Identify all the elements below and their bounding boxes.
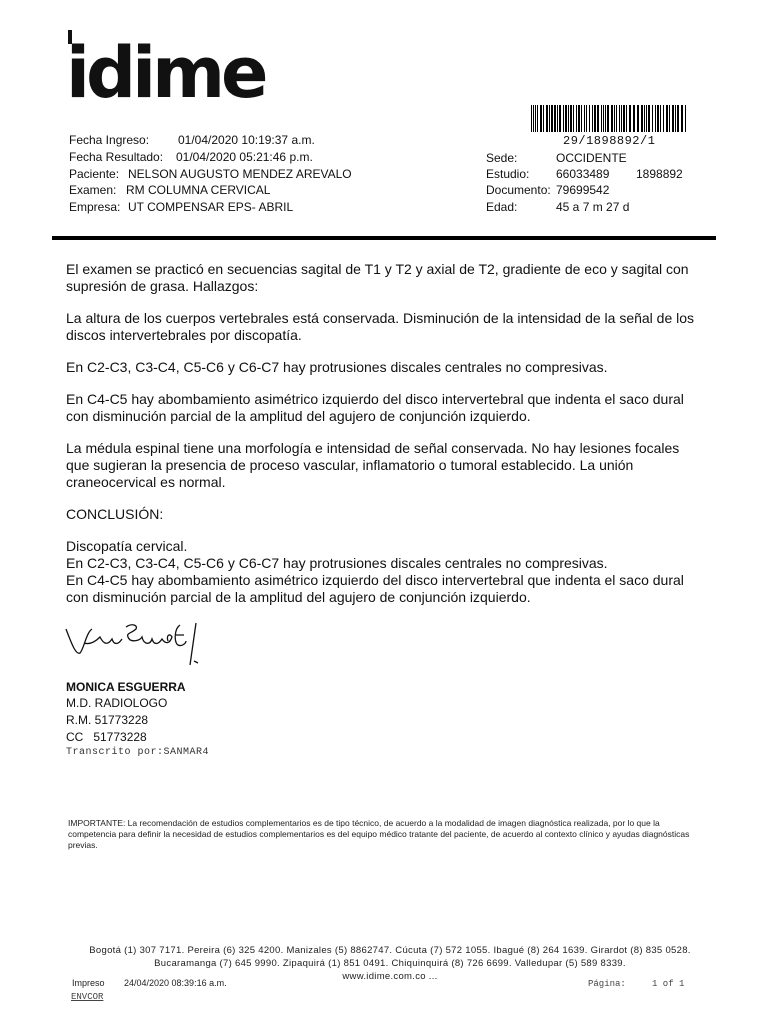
barcode-bar [565,105,567,132]
examen-label: Examen: [69,183,117,197]
barcode-bar [621,105,622,132]
barcode-bar [648,105,650,132]
barcode-bar [619,105,620,132]
transcriber: Transcrito por:SANMAR4 [66,747,210,758]
barcode-bar [672,105,674,132]
barcode-bar [573,105,574,132]
pagina-label: Página: [588,979,626,989]
barcode-bar [677,105,679,132]
impreso-value: 24/04/2020 08:39:16 a.m. [124,978,227,988]
estudio-label: Estudio: [486,167,530,181]
barcode-bar [576,105,577,132]
barcode-bar [660,105,661,132]
fecha-ingreso-label: Fecha Ingreso: [69,133,150,147]
conclusion-1: Discopatía cervical. [66,538,188,554]
edad-value: 45 a 7 m 27 d [556,200,630,214]
footer-phones-1: Bogotá (1) 307 7171. Pereira (6) 325 4200. Manizales (5) 8862747. Cúcuta (7) 572 1055. Ibagué (8) 264 1639. Girardot (8) 835 0528. [89,945,691,956]
barcode-bar [633,105,635,132]
barcode-bar [623,105,625,132]
barcode-bar [605,105,606,132]
barcode-bar [549,105,550,132]
barcode-bar [685,105,686,132]
document-code: ENVCOR [71,992,104,1002]
paciente-label: Paciente: [69,167,120,181]
conclusion-3: En C4-C5 hay abombamiento asimétrico izquierdo del disco intervertebral que indenta el saco dural con disminución parcial de la amplitud del agujero de conjunción izquierdo. [66,572,684,605]
barcode-bar [578,105,580,132]
estudio-value: 66033489 [556,167,610,181]
barcode-bar [611,105,613,132]
barcode-bar [655,105,656,132]
barcode-bar [637,105,639,132]
header-divider [52,236,716,240]
finding-vertebral: La altura de los cuerpos vertebrales está conservada. Disminución de la intensidad de la señal de los discos intervertebrales por discopatía. [66,310,695,343]
fecha-resultado-value: 01/04/2020 05:21:46 p.m. [176,150,313,164]
barcode-bar [663,105,664,132]
examen-value: RM COLUMNA CERVICAL [126,183,271,197]
conclusion-2: En C2-C3, C3-C4, C5-C6 y C6-C7 hay protrusiones discales centrales no compresivas. [66,555,608,571]
barcode-bar [666,105,668,132]
signer-rm: R.M. 51773228 [66,713,149,727]
barcode-bar [629,105,631,132]
barcode-bar [675,105,676,132]
conclusion-title: CONCLUSIÓN: [66,506,164,522]
barcode-bar [543,105,544,132]
finding-c4-c5: En C4-C5 hay abombamiento asimétrico izquierdo del disco intervertebral que indenta el saco dural con disminución parcial de la amplitud del agujero de conjunción izquierdo. [66,391,684,424]
barcode-bar [584,105,585,132]
barcode-bar [644,105,645,132]
documento-label: Documento: [486,183,551,197]
idime-logo: idime [66,32,265,114]
barcode-bar [652,105,653,132]
impreso-label: Impreso [72,978,105,988]
barcode-bar [551,105,553,132]
barcode-bar [581,105,582,132]
documento-value: 79699542 [556,183,610,197]
barcode-bar [531,105,532,132]
barcode-bar [570,105,572,132]
barcode-bar [669,105,670,132]
barcode-bar [614,105,615,132]
barcode-bar [533,105,534,132]
edad-label: Edad: [486,200,518,214]
barcode-bar [681,105,683,132]
barcode-bar [592,105,593,132]
barcode-bar [641,105,643,132]
signer-name: MONICA ESGUERRA [66,680,186,694]
barcode-bar [589,105,590,132]
report-body [66,261,706,606]
signer-title: M.D. RADIOLOGO [66,696,168,710]
barcode-icon [531,105,687,132]
footer-phones-2: Bucaramanga (7) 645 9990. Zipaquirá (1) 851 0491. Chiquinquirá (8) 726 6699. Valledupar (5) 589 8339. [154,958,626,969]
barcode-number: 29/1898892/1 [563,134,656,148]
sede-value: OCCIDENTE [556,151,627,165]
barcode-bar [603,105,604,132]
sede-label: Sede: [486,151,518,165]
barcode-bar [546,105,548,132]
empresa-label: Empresa: [69,200,121,214]
barcode-bar [626,105,627,132]
pagina-value: 1 of 1 [652,979,685,989]
barcode-bar [557,105,558,132]
barcode-bar [586,105,587,132]
fecha-resultado-label: Fecha Resultado: [69,150,164,164]
barcode-bar [607,105,609,132]
empresa-value: UT COMPENSAR EPS- ABRIL [128,200,294,214]
barcode-bar [540,105,542,132]
estudio-value-2: 1898892 [636,167,683,181]
barcode-bar [537,105,538,132]
handwritten-signature [62,615,212,671]
barcode-bar [554,105,556,132]
barcode-bar [563,105,564,132]
barcode-bar [616,105,617,132]
footer-website: www.idime.com.co ... [342,971,438,982]
barcode-bar [646,105,647,132]
barcode-bar [568,105,569,132]
signer-cc: CC 51773228 [66,730,147,744]
barcode-bar [559,105,561,132]
findings-intro: El examen se practicó en secuencias sagital de T1 y T2 y axial de T2, gradiente de eco y sagital con supresión de grasa. Hallazgos: [66,261,689,294]
barcode-bar [657,105,659,132]
paciente-value: NELSON AUGUSTO MENDEZ AREVALO [128,167,352,181]
barcode-bar [594,105,596,132]
important-note: IMPORTANTE: La recomendación de estudios complementarios es de tipo técnico, de acuerdo a la modalidad de imagen diagnóstica realizada, por lo que la competencia para definir la necesidad de estudios complementarios es del equipo médico tratante del paciente, de acuerdo al contexto clínico y ayudas diagnósticas previas. [68,818,690,850]
barcode-bar [535,105,536,132]
fecha-ingreso-value: 01/04/2020 10:19:37 a.m. [178,133,315,147]
finding-medula: La médula espinal tiene una morfología e intensidad de señal conservada. No hay lesiones focales que sugieran la presencia de proceso vascular, inflamatorio o tumoral establecido. La unión craneocervical es normal. [66,440,680,490]
finding-protrusions: En C2-C3, C3-C4, C5-C6 y C6-C7 hay protrusiones discales centrales no compresivas. [66,359,608,375]
barcode-bar [601,105,602,132]
barcode-bar [597,105,599,132]
